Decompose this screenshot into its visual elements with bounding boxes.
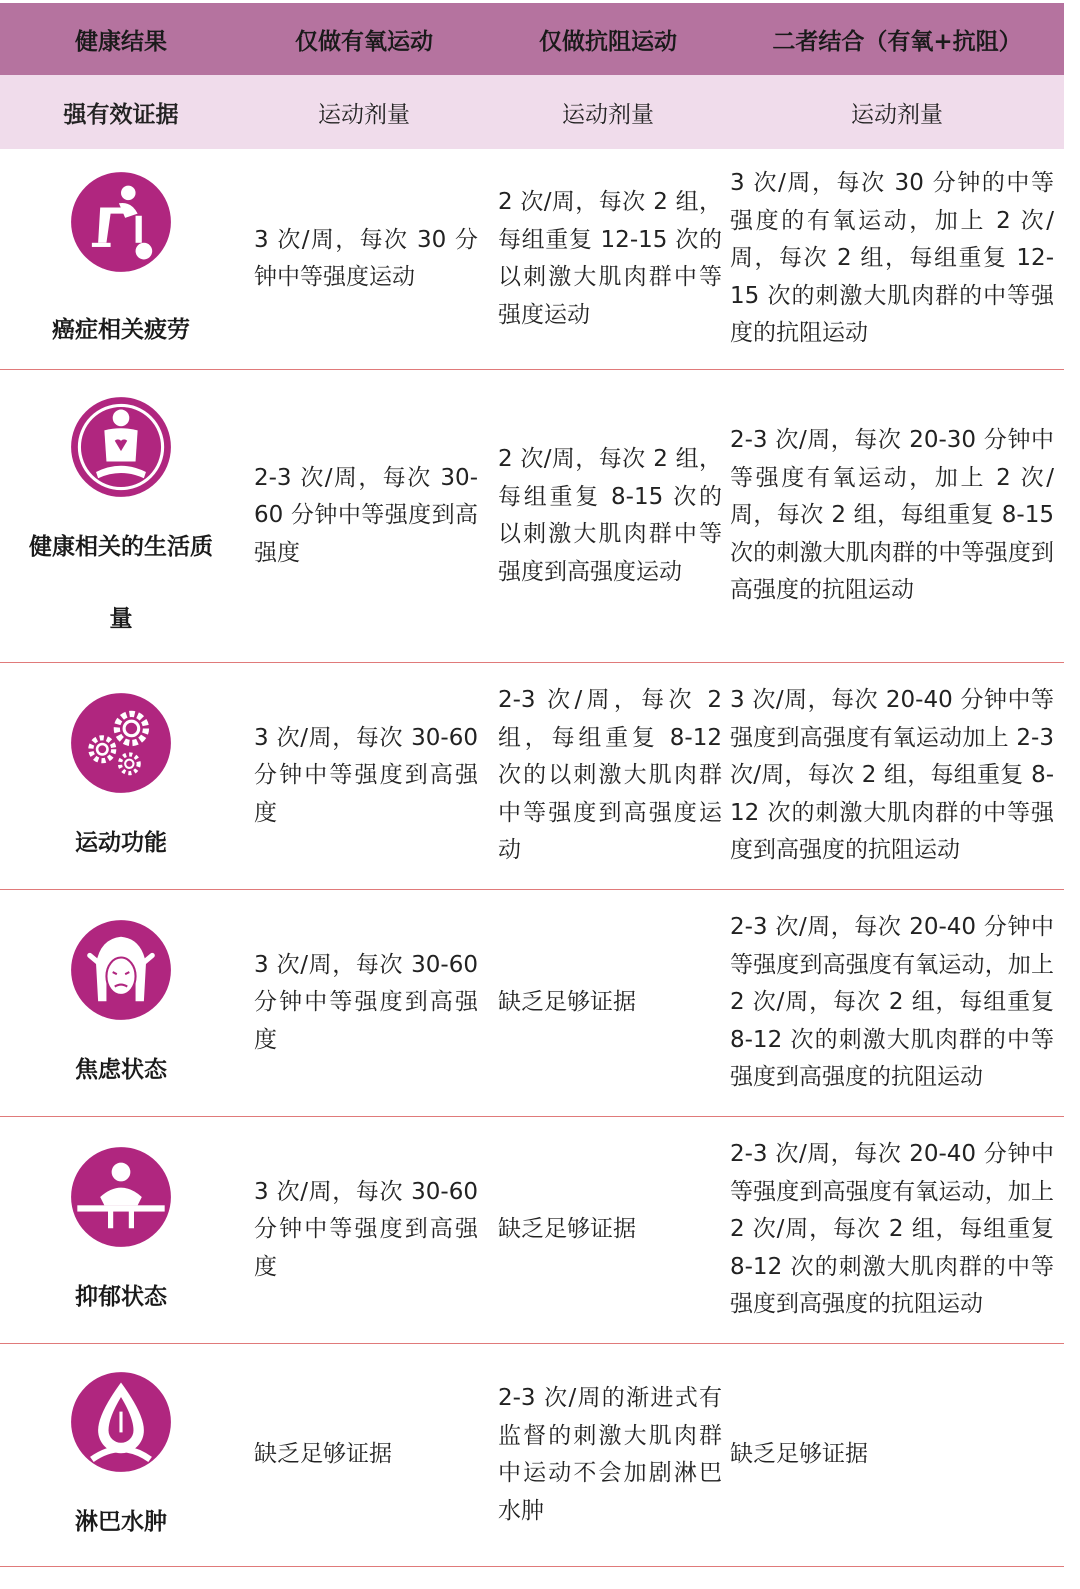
resistance-dose: 2 次/周，每次 2 组，每组重复 8-15 次的以刺激大肌肉群中等强度到高强度运动	[498, 446, 722, 585]
outcome-label: 运动功能	[75, 830, 167, 856]
aerobic-dose: 缺乏足够证据	[254, 1441, 392, 1468]
outcome-cell	[0, 890, 242, 1116]
depressed-person-icon	[69, 1145, 173, 1249]
gears-icon	[69, 691, 173, 795]
outcome-label: 量	[109, 606, 133, 632]
outcome-cell	[0, 370, 242, 662]
aerobic-dose: 3 次/周，每次 30-60 分钟中等强度到高强度	[254, 724, 478, 826]
subheader-dose: 运动剂量	[318, 101, 410, 128]
outcome-cell	[0, 149, 242, 369]
aerobic-dose: 3 次/周，每次 30-60 分钟中等强度到高强度	[254, 1178, 478, 1280]
table-row	[0, 1117, 1064, 1344]
outcome-label: 癌症相关疲劳	[52, 317, 190, 343]
header-outcome: 健康结果	[75, 28, 167, 55]
subheader-evidence: 强有效证据	[63, 101, 179, 128]
table-subheader	[0, 75, 1064, 149]
combined-dose: 2-3 次/周，每次 20-40 分钟中等强度到高强度有氧运动，加上 2 次/周，每次 2 组，每组重复 8-12 次的刺激大肌肉群的中等强度到高强度的抗阻运动	[730, 914, 1054, 1091]
combined-dose: 2-3 次/周，每次 20-30 分钟中等强度有氧运动，加上 2 次/周，每次 2 组，每组重复 8-15 次的刺激大肌肉群的中等强度到高强度的抗阻运动	[730, 427, 1054, 604]
outcome-label: 焦虑状态	[75, 1057, 167, 1083]
resistance-dose: 2 次/周，每次 2 组，每组重复 12-15 次的以刺激大肌肉群中等强度运动	[498, 189, 722, 328]
resistance-dose: 2-3 次/周，每次 2 组，每组重复 8-12 次的以刺激大肌肉群中等强度到高强度运动	[498, 687, 722, 864]
fatigue-icon	[69, 170, 173, 274]
resistance-dose: 缺乏足够证据	[498, 989, 636, 1016]
table-header	[0, 3, 1064, 75]
outcome-cell	[0, 1344, 242, 1566]
outcome-label: 抑郁状态	[75, 1284, 167, 1310]
table-row	[0, 370, 1064, 663]
heart-meditation-icon	[69, 395, 173, 499]
table-row	[0, 1344, 1064, 1567]
table-row	[0, 149, 1064, 370]
combined-dose: 3 次/周，每次 30 分钟的中等强度的有氧运动，加上 2 次/周，每次 2 组，每组重复 12-15 次的刺激大肌肉群的中等强度的抗阻运动	[730, 170, 1054, 347]
combined-dose: 2-3 次/周，每次 20-40 分钟中等强度到高强度有氧运动，加上 2 次/周，每次 2 组，每组重复 8-12 次的刺激大肌肉群的中等强度到高强度的抗阻运动	[730, 1141, 1054, 1318]
outcome-label: 淋巴水肿	[75, 1509, 167, 1535]
resistance-dose: 缺乏足够证据	[498, 1216, 636, 1243]
aerobic-dose: 3 次/周，每次 30-60 分钟中等强度到高强度	[254, 951, 478, 1053]
combined-dose: 3 次/周，每次 20-40 分钟中等强度到高强度有氧运动加上 2-3 次/周，每次 2 组，每组重复 8-12 次的刺激大肌肉群的中等强度到高强度的抗阻运动	[730, 687, 1054, 864]
resistance-dose: 2-3 次/周的渐进式有监督的刺激大肌肉群中运动不会加剧淋巴水肿	[498, 1385, 722, 1524]
header-resistance: 仅做抗阻运动	[539, 28, 677, 55]
aerobic-dose: 2-3 次/周，每次 30-60 分钟中等强度到高强度	[254, 464, 478, 566]
table-row	[0, 890, 1064, 1117]
subheader-dose: 运动剂量	[562, 101, 654, 128]
header-combined: 二者结合（有氧+抗阻）	[772, 28, 1022, 55]
table-row	[0, 663, 1064, 890]
outcome-cell	[0, 663, 242, 889]
anxious-face-icon	[69, 918, 173, 1022]
combined-dose: 缺乏足够证据	[730, 1441, 868, 1468]
aerobic-dose: 3 次/周，每次 30 分钟中等强度运动	[254, 226, 478, 290]
lymph-drop-icon	[69, 1370, 173, 1474]
header-aerobic: 仅做有氧运动	[295, 28, 433, 55]
outcome-cell	[0, 1117, 242, 1343]
outcome-label: 健康相关的生活质	[29, 534, 213, 560]
subheader-dose: 运动剂量	[851, 101, 943, 128]
